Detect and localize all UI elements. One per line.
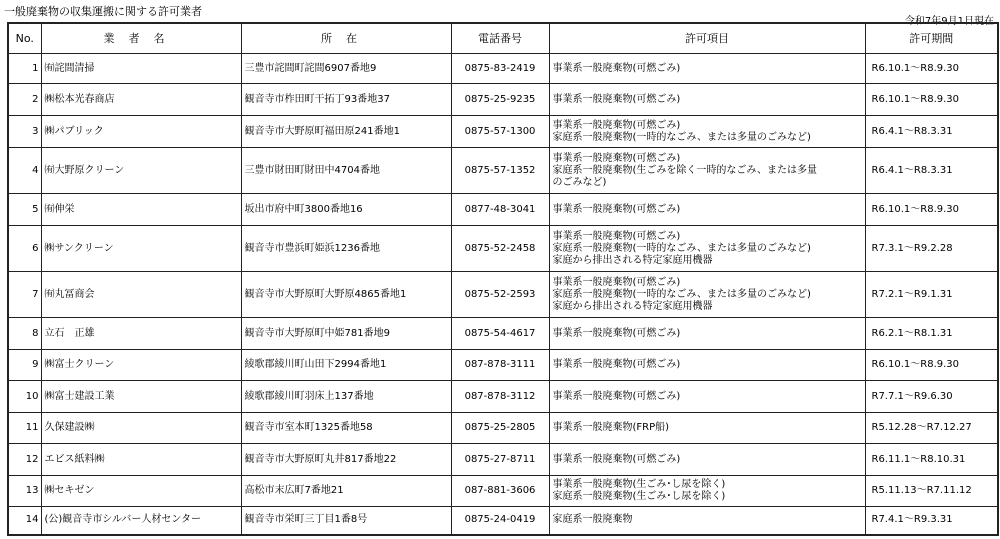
company-name: エビス紙料㈱	[41, 444, 241, 476]
company-address: 観音寺市大野原町大野原4865番地1	[241, 272, 451, 318]
table-header-row	[8, 23, 998, 54]
company-address: 綾歌郡綾川町山田下2994番地1	[241, 350, 451, 381]
permit-items	[549, 350, 865, 381]
header-no: No.	[8, 23, 41, 54]
table-row	[8, 116, 998, 148]
permit-period: R6.10.1～R8.9.30	[865, 350, 998, 381]
company-name: (公)観音寺市シルバー人材センター	[41, 507, 241, 535]
company-address: 三豊市財田町財田中4704番地	[241, 148, 451, 194]
row-number: 10	[8, 381, 41, 413]
row-number: 4	[8, 148, 41, 194]
table-row	[8, 507, 998, 535]
permit-items	[549, 116, 865, 148]
row-number: 7	[8, 272, 41, 318]
company-address: 三豊市詫間町詫間6907番地9	[241, 54, 451, 84]
table-row	[8, 381, 998, 413]
row-number: 11	[8, 413, 41, 444]
company-name: ㈱富士建設工業	[41, 381, 241, 413]
phone-number: 0875-25-2805	[451, 413, 549, 444]
permit-holders-table	[7, 22, 999, 536]
permit-period: R6.2.1～R8.1.31	[865, 318, 998, 350]
row-number: 14	[8, 507, 41, 535]
table-row	[8, 476, 998, 507]
permit-items	[549, 194, 865, 226]
phone-number: 0875-24-0419	[451, 507, 549, 535]
company-name: ㈲大野原クリーン	[41, 148, 241, 194]
row-number: 9	[8, 350, 41, 381]
permit-items	[549, 318, 865, 350]
company-address: 綾歌郡綾川町羽床上137番地	[241, 381, 451, 413]
company-name: ㈲伸栄	[41, 194, 241, 226]
permit-item-line: 事業系一般廃棄物(可燃ごみ)	[552, 203, 681, 215]
header-phone: 電話番号	[451, 23, 549, 54]
permit-item-line: 事業系一般廃棄物(可燃ごみ)	[552, 230, 681, 242]
header-permit-items: 許可項目	[549, 23, 865, 54]
permit-item-line: 家庭系一般廃棄物(生ごみ･し尿を除く)	[552, 491, 726, 502]
phone-number: 0875-57-1300	[451, 116, 549, 148]
permit-items	[549, 54, 865, 84]
permit-items	[549, 84, 865, 116]
permit-item-line: 家庭系一般廃棄物	[552, 514, 633, 526]
company-name: ㈱パブリック	[41, 116, 241, 148]
permit-period: R7.2.1～R9.1.31	[865, 272, 998, 318]
company-name: ㈱富士クリーン	[41, 350, 241, 381]
permit-period: R6.11.1～R8.10.31	[865, 444, 998, 476]
company-name: ㈱セキゼン	[41, 476, 241, 507]
row-number: 12	[8, 444, 41, 476]
permit-items	[549, 413, 865, 444]
table-row	[8, 148, 998, 194]
company-address: 高松市末広町7番地21	[241, 476, 451, 507]
permit-items	[549, 476, 865, 507]
row-number: 6	[8, 226, 41, 272]
permit-item-line: 事業系一般廃棄物(可燃ごみ)	[552, 152, 681, 164]
as-of-date: 令和7年9月1日現在	[904, 16, 994, 27]
table-row	[8, 350, 998, 381]
phone-number: 0875-25-9235	[451, 84, 549, 116]
permit-item-line: 事業系一般廃棄物(FRP船)	[552, 422, 670, 433]
table-row	[8, 194, 998, 226]
permit-item-line: 事業系一般廃棄物(生ごみ･し尿を除く)	[552, 479, 726, 490]
permit-item-line: 家庭から排出される特定家庭用機器	[552, 254, 713, 266]
row-number: 3	[8, 116, 41, 148]
permit-period: R5.11.13～R7.11.12	[865, 476, 998, 507]
permit-item-line: 事業系一般廃棄物(可燃ごみ)	[552, 62, 681, 74]
permit-item-line: 家庭から排出される特定家庭用機器	[552, 300, 713, 312]
permit-items	[549, 226, 865, 272]
row-number: 8	[8, 318, 41, 350]
phone-number: 0875-83-2419	[451, 54, 549, 84]
company-address: 観音寺市室本町1325番地58	[241, 413, 451, 444]
company-name: ㈱サンクリーン	[41, 226, 241, 272]
permit-items	[549, 272, 865, 318]
permit-item-line: 事業系一般廃棄物(可燃ごみ)	[552, 390, 681, 402]
table-row	[8, 54, 998, 84]
header-permit-period: 許可期間	[865, 23, 998, 54]
permit-item-line: 事業系一般廃棄物(可燃ごみ)	[552, 453, 681, 465]
permit-period: R7.4.1～R9.3.31	[865, 507, 998, 535]
permit-period: R6.4.1～R8.3.31	[865, 116, 998, 148]
permit-items	[549, 507, 865, 535]
company-address: 観音寺市柞田町干拓丁93番地37	[241, 84, 451, 116]
row-number: 13	[8, 476, 41, 507]
table-body	[8, 54, 998, 535]
permit-period: R6.10.1～R8.9.30	[865, 84, 998, 116]
document-title: 一般廃棄物の収集運搬に関する許可業者	[4, 5, 202, 18]
company-address: 観音寺市豊浜町姫浜1236番地	[241, 226, 451, 272]
table-row	[8, 84, 998, 116]
permit-item-line: 家庭系一般廃棄物(一時的なごみ、または多量のごみなど)	[552, 131, 811, 143]
permit-item-line: 家庭系一般廃棄物(一時的なごみ、または多量のごみなど)	[552, 242, 811, 254]
row-number: 2	[8, 84, 41, 116]
permit-item-line: 事業系一般廃棄物(可燃ごみ)	[552, 359, 681, 370]
table-row	[8, 226, 998, 272]
row-number: 1	[8, 54, 41, 84]
phone-number: 0875-27-8711	[451, 444, 549, 476]
permit-items	[549, 381, 865, 413]
company-name: ㈱松本光春商店	[41, 84, 241, 116]
permit-items	[549, 148, 865, 194]
permit-period: R6.4.1～R8.3.31	[865, 148, 998, 194]
header-company-name: 業者名	[41, 23, 241, 54]
table-row	[8, 318, 998, 350]
company-name: ㈲詫間清掃	[41, 54, 241, 84]
table-row	[8, 444, 998, 476]
permit-item-line: のごみなど)	[552, 176, 607, 188]
permit-item-line: 事業系一般廃棄物(可燃ごみ)	[552, 276, 681, 288]
permit-item-line: 家庭系一般廃棄物(生ごみを除く一時的なごみ、または多量	[552, 164, 818, 176]
permit-item-line: 事業系一般廃棄物(可燃ごみ)	[552, 119, 681, 131]
header-address: 所在	[241, 23, 451, 54]
row-number: 5	[8, 194, 41, 226]
permit-items	[549, 444, 865, 476]
permit-period: R5.12.28～R7.12.27	[865, 413, 998, 444]
table-row	[8, 413, 998, 444]
company-name: ㈲丸冨商会	[41, 272, 241, 318]
phone-number: 0875-52-2593	[451, 272, 549, 318]
company-name: 立石 正雄	[41, 318, 241, 350]
phone-number: 0875-57-1352	[451, 148, 549, 194]
permit-item-line: 事業系一般廃棄物(可燃ごみ)	[552, 327, 681, 339]
phone-number: 087-878-3111	[451, 350, 549, 381]
permit-item-line: 家庭系一般廃棄物(一時的なごみ、または多量のごみなど)	[552, 288, 811, 300]
permit-period: R6.10.1～R8.9.30	[865, 194, 998, 226]
company-address: 坂出市府中町3800番地16	[241, 194, 451, 226]
company-address: 観音寺市栄町三丁目1番8号	[241, 507, 451, 535]
company-address: 観音寺市大野原町丸井817番地22	[241, 444, 451, 476]
phone-number: 0875-54-4617	[451, 318, 549, 350]
permit-period: R6.10.1～R8.9.30	[865, 54, 998, 84]
phone-number: 087-881-3606	[451, 476, 549, 507]
permit-period: R7.7.1～R9.6.30	[865, 381, 998, 413]
company-name: 久保建設㈱	[41, 413, 241, 444]
table-row	[8, 272, 998, 318]
phone-number: 087-878-3112	[451, 381, 549, 413]
phone-number: 0877-48-3041	[451, 194, 549, 226]
phone-number: 0875-52-2458	[451, 226, 549, 272]
company-address: 観音寺市大野原町福田原241番地1	[241, 116, 451, 148]
permit-period: R7.3.1～R9.2.28	[865, 226, 998, 272]
permit-item-line: 事業系一般廃棄物(可燃ごみ)	[552, 93, 681, 105]
company-address: 観音寺市大野原町中姫781番地9	[241, 318, 451, 350]
